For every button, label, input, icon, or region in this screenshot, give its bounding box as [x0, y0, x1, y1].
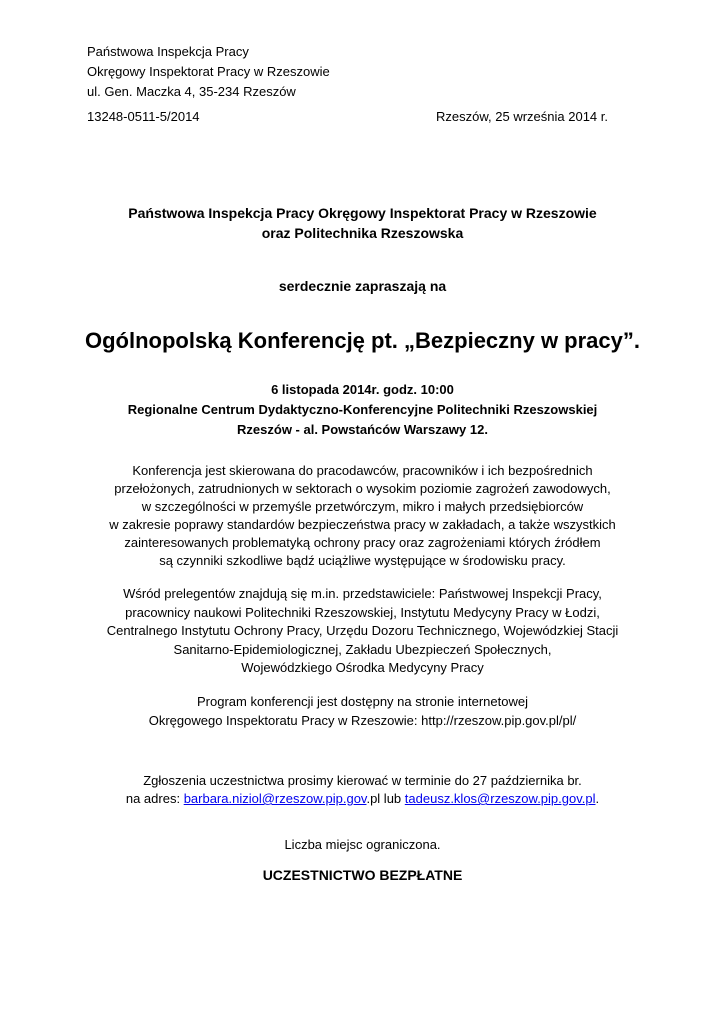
registration-end: . — [595, 791, 600, 806]
speakers-line: Wśród prelegentów znajdują się m.in. przedstawiciele: Państwowej Inspekcji Pracy, — [123, 586, 602, 601]
event-address: Rzeszów - al. Powstańców Warszawy 12. — [237, 422, 488, 437]
description-paragraph — [60, 462, 665, 570]
speakers-line: Wojewódzkiego Ośrodka Medycyny Pracy — [241, 660, 484, 675]
sender-address-block — [87, 42, 330, 102]
event-details — [60, 380, 665, 440]
organizers-line-1: Państwowa Inspekcja Pracy Okręgowy Inspektorat Pracy w Rzeszowie — [128, 205, 597, 221]
registration-prefix: na adres: — [125, 791, 184, 806]
description-line: Konferencja jest skierowana do pracodawców, pracowników i ich bezpośrednich — [132, 463, 593, 478]
description-line: przełożonych, zatrudnionych w sektorach o wysokim poziomie zagrożeń zawodowych, — [114, 481, 611, 496]
description-line: zainteresowanych problematyką ochrony pracy oraz zagrożeniami których źródłem — [124, 535, 601, 550]
conference-title: Ogólnopolską Konferencję pt. „Bezpieczny w pracy”. — [84, 328, 640, 353]
program-paragraph — [60, 692, 665, 730]
program-line-2: Okręgowego Inspektoratu Pracy w Rzeszowie: http://rzeszow.pip.gov.pl/pl/ — [148, 713, 577, 728]
description-line: w zakresie poprawy standardów bezpieczeństwa pracy w zakładach, a także wszystkich — [109, 517, 616, 532]
speakers-paragraph — [60, 585, 665, 678]
organizers-line-2: oraz Politechnika Rzeszowska — [261, 225, 464, 241]
email-link-barbara-niziol[interactable]: barbara.niziol@rzeszow.pip.gov — [183, 791, 367, 806]
speakers-line: Centralnego Instytutu Ochrony Pracy, Urzędu Dozoru Technicznego, Wojewódzkiej Stacji — [106, 623, 619, 638]
limited-seats-note: Liczba miejsc ograniczona. — [284, 837, 441, 852]
program-line-1: Program konferencji jest dostępny na stronie internetowej — [197, 694, 528, 709]
letter-date: Rzeszów, 25 września 2014 r. — [436, 109, 608, 124]
email1-suffix: .pl lub — [366, 791, 405, 806]
email-link-tadeusz-klos[interactable]: tadeusz.klos@rzeszow.pip.gov.pl — [404, 791, 596, 806]
description-line: w szczególności w przemyśle przetwórczym, mikro i małych przedsiębiorców — [141, 499, 584, 514]
invite-text: serdecznie zapraszają na — [278, 278, 447, 294]
sender-office: Okręgowy Inspektorat Pracy w Rzeszowie — [87, 64, 330, 79]
registration-paragraph — [60, 772, 665, 808]
speakers-line: Sanitarno-Epidemiologicznej, Zakładu Ubezpieczeń Społecznych, — [173, 641, 552, 657]
event-datetime: 6 listopada 2014r. godz. 10:00 — [271, 382, 454, 397]
sender-institution: Państwowa Inspekcja Pracy — [87, 44, 249, 59]
event-venue: Regionalne Centrum Dydaktyczno-Konferencyjne Politechniki Rzeszowskiej — [127, 402, 598, 417]
sender-street: ul. Gen. Maczka 4, 35-234 Rzeszów — [87, 84, 296, 99]
description-line: są czynniki szkodliwe bądź uciążliwe występujące w środowisku pracy. — [159, 553, 566, 568]
registration-deadline: Zgłoszenia uczestnictwa prosimy kierować w terminie do 27 października br. — [143, 773, 582, 788]
speakers-line: pracownicy naukowi Politechniki Rzeszowskiej, Instytutu Medycyny Pracy w Łodzi, — [125, 604, 600, 620]
reference-number: 13248-0511-5/2014 — [87, 109, 200, 124]
registration-address-line — [60, 790, 665, 808]
free-participation-note: UCZESTNICTWO BEZPŁATNE — [262, 867, 463, 883]
organizers-heading — [60, 203, 665, 243]
